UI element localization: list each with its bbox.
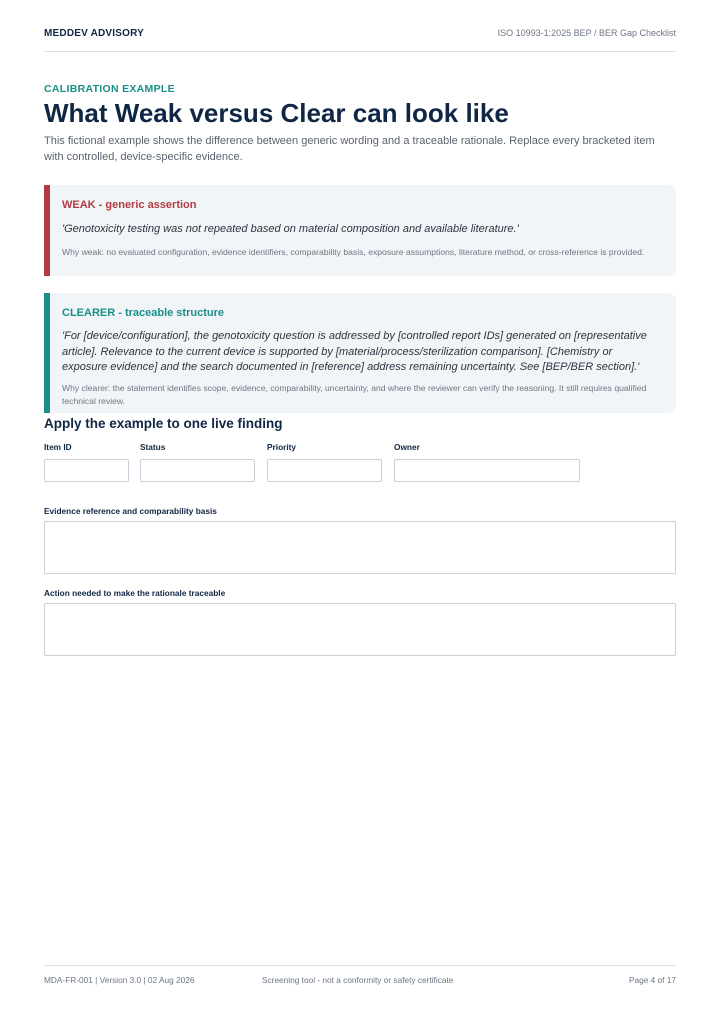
owner-field[interactable] (394, 459, 580, 482)
weak-quote: 'Genotoxicity testing was not repeated based on material composition and available literature.' (62, 223, 519, 235)
footer-document-info: MDA-FR-001 | Version 3.0 | 02 Aug 2026 (44, 975, 195, 985)
item-id-label: Item ID (44, 442, 72, 452)
weak-explanation: Why weak: no evaluated configuration, evidence identifiers, comparability basis, exposure assumptions, literature method, or cross-reference is provided. (62, 247, 645, 257)
evidence-field[interactable] (44, 521, 676, 574)
weak-example-card (44, 185, 676, 276)
priority-label: Priority (267, 442, 297, 452)
page-title: What Weak versus Clear can look like (44, 98, 509, 128)
evidence-label: Evidence reference and comparability basis (44, 506, 217, 516)
page-footer (44, 965, 676, 990)
owner-label: Owner (394, 442, 420, 452)
priority-field[interactable] (267, 459, 382, 482)
brand-name: MEDDEV ADVISORY (44, 28, 145, 39)
document-reference: ISO 10993-1:2025 BEP / BER Gap Checklist (497, 28, 676, 38)
footer-page-number: Page 4 of 17 (628, 975, 676, 985)
intro-text: This fictional example shows the difference between generic wording and a traceable rationale. Replace every bracketed item with controlled, device-specific evidence. (44, 135, 655, 163)
clear-example-card (44, 293, 676, 413)
clear-quote: 'For [device/configuration], the genotoxicity question is addressed by [controlled report IDs] generated on [representative article]. Relevance to the current device is supported by [material/process/sterilization comparison]. [Chemistry or exposure evidence] and the search documented in [reference] address remaining uncertainty. See [BEP/BER section].' (62, 330, 647, 373)
section-eyebrow: CALIBRATION EXAMPLE (44, 83, 175, 95)
clear-accent-bar (44, 293, 50, 413)
weak-accent-bar (44, 185, 50, 276)
action-label: Action needed to make the rationale traceable (44, 588, 226, 598)
item-id-field[interactable] (44, 459, 129, 482)
weak-heading: WEAK - generic assertion (62, 199, 197, 211)
footer-disclaimer: Screening tool - not a conformity or safety certificate (262, 975, 454, 985)
clear-explanation: Why clearer: the statement identifies scope, evidence, comparability, uncertainty, and where the reviewer can verify the reasoning. It still requires qualified technical review. (62, 383, 647, 406)
clear-heading: CLEARER - traceable structure (62, 307, 224, 319)
page (44, 0, 676, 1018)
status-field[interactable] (140, 459, 255, 482)
form-section-title: Apply the example to one live finding (44, 416, 283, 431)
action-field[interactable] (44, 603, 676, 656)
page-header (44, 27, 676, 52)
status-label: Status (140, 442, 166, 452)
